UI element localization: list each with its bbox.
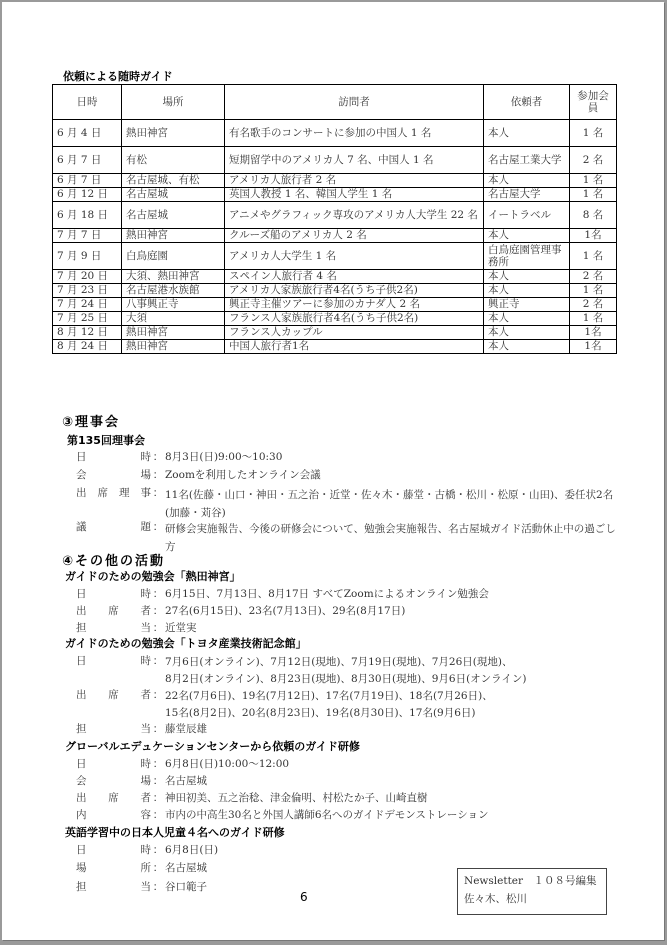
cell-place: 熱田神宮 (122, 120, 225, 147)
detail-value: 研修会実施報告、今後の研修会について、勉強会実施報告、名古屋城ガイド活動休止中の過ごし方 (165, 523, 616, 553)
cell-visitor: クルーズ船のアメリカ人 2 名 (225, 229, 484, 243)
colon-separator: ： (152, 844, 164, 856)
detail-value: 27名(6月15日)、23名(7月13日)、29名(8月17日) (165, 605, 406, 617)
detail-label: 出席者 (76, 605, 151, 617)
table-row (53, 312, 617, 326)
cell-members: 1 名 (570, 174, 617, 188)
detail-label: 担 当 (76, 622, 151, 634)
cell-members: 1 名 (570, 312, 617, 326)
detail-label: 出席者 (76, 792, 151, 804)
colon-separator: ： (152, 809, 164, 821)
detail-label: 会 場 (76, 775, 151, 787)
detail-row (76, 722, 625, 736)
detail-value: 6月8日(日)10:00〜12:00 (165, 758, 290, 770)
cell-date: 7 月 24 日 (53, 298, 122, 312)
table-row (53, 298, 617, 312)
table-row (53, 188, 617, 202)
cell-members: 2 名 (570, 298, 617, 312)
cell-requester: 名古屋大学 (484, 188, 570, 202)
detail-row (76, 604, 625, 618)
cell-date: 6 月 7 日 (53, 147, 122, 174)
cell-place: 熱田神宮 (122, 229, 225, 243)
cell-requester: 白鳥庭園管理事務所 (484, 243, 570, 270)
editor-line-2: 佐々木、松川 (464, 893, 527, 905)
detail-row (76, 486, 625, 522)
table-row (53, 229, 617, 243)
detail-value: Zoomを利用したオンライン会議 (165, 469, 321, 481)
detail-value: 7月6日(オンライン)、7月12日(現地)、7月19日(現地)、7月26日(現地)、 8月2日(オンライン)、8月23日(現地)、8月30日(現地)、9月6日(オンライン) (165, 656, 527, 685)
group-title: 英語学習中の日本人児童４名へのガイド研修 (65, 826, 285, 839)
cell-visitor: アニメやグラフィック専攻のアメリカ人大学生 22 名 (225, 202, 484, 229)
cell-requester: 本人 (484, 284, 570, 298)
cell-place: 名古屋港水族館 (122, 284, 225, 298)
cell-date: 7 月 23 日 (53, 284, 122, 298)
cell-date: 7 月 20 日 (53, 270, 122, 284)
table-row (53, 284, 617, 298)
cell-requester: 本人 (484, 340, 570, 354)
editor-line-1: Newsletter １０８号編集 (464, 875, 597, 887)
cell-members: 1名 (570, 326, 617, 340)
colon-separator: ： (152, 881, 164, 893)
cell-place: 白鳥庭園 (122, 243, 225, 270)
detail-row (76, 468, 625, 482)
cell-date: 7 月 7 日 (53, 229, 122, 243)
cell-visitor: スペイン人旅行者 4 名 (225, 270, 484, 284)
cell-requester: 名古屋工業大学 (484, 147, 570, 174)
colon-separator: ： (152, 862, 164, 874)
detail-label: 出席者 (76, 689, 151, 701)
detail-value: 近堂実 (165, 622, 197, 634)
cell-visitor: 中国人旅行者1名 (225, 340, 484, 354)
colon-separator: ： (152, 521, 164, 533)
board-subheading: 第135回理事会 (67, 434, 145, 447)
detail-label: 内 容 (76, 809, 151, 821)
detail-row (76, 757, 625, 771)
colon-separator: ： (152, 469, 164, 481)
detail-value: 名古屋城 (165, 775, 207, 787)
requested-guides-table (52, 84, 617, 354)
cell-requester: 本人 (484, 312, 570, 326)
header-date: 日時 (53, 85, 122, 120)
table-row (53, 174, 617, 188)
cell-date: 6 月 12 日 (53, 188, 122, 202)
cell-place: 八事興正寺 (122, 298, 225, 312)
group-title: グローバルエデュケーションセンターから依頼のガイド研修 (65, 740, 360, 753)
detail-row (76, 621, 625, 635)
board-heading: ③理事会 (62, 415, 121, 430)
detail-row (76, 774, 625, 788)
colon-separator: ： (152, 622, 164, 634)
table-header-row (53, 85, 617, 120)
cell-place: 名古屋城、有松 (122, 174, 225, 188)
cell-members: 2 名 (570, 270, 617, 284)
cell-place: 大須、熱田神宮 (122, 270, 225, 284)
cell-date: 6 月 7 日 (53, 174, 122, 188)
cell-visitor: アメリカ人家族旅行者4名(うち子供2名) (225, 284, 484, 298)
page-number: 6 (300, 890, 308, 904)
detail-value: 6月15日、7月13日、8月17日 すべてZoomによるオンライン勉強会 (165, 588, 489, 600)
detail-label: 日 時 (76, 451, 151, 463)
detail-value: 22名(7月6日)、19名(7月12日)、17名(7月19日)、18名(7月26日)、 15名(8月2日)、20名(8月23日)、19名(8月30日)、17名(9月6日) (165, 690, 493, 719)
colon-separator: ： (152, 775, 164, 787)
cell-members: 2 名 (570, 147, 617, 174)
detail-row (76, 791, 625, 805)
detail-label: 日 時 (76, 655, 151, 667)
cell-requester: 本人 (484, 229, 570, 243)
cell-requester: イートラベル (484, 202, 570, 229)
colon-separator: ： (152, 689, 164, 701)
detail-row (76, 688, 625, 722)
cell-members: 8 名 (570, 202, 617, 229)
detail-label: 会 場 (76, 469, 151, 481)
group-title: ガイドのための勉強会「トヨタ産業技術記念館」 (65, 637, 307, 650)
cell-visitor: フランス人カップル (225, 326, 484, 340)
detail-row (76, 450, 625, 464)
table-caption: 依頼による随時ガイド (63, 70, 173, 83)
cell-date: 8 月 24 日 (53, 340, 122, 354)
cell-date: 8 月 12 日 (53, 326, 122, 340)
detail-label: 担 当 (76, 723, 151, 735)
detail-value: 谷口範子 (165, 881, 207, 893)
cell-date: 6 月 18 日 (53, 202, 122, 229)
detail-label: 日 時 (76, 588, 151, 600)
colon-separator: ： (152, 605, 164, 617)
colon-separator: ： (152, 792, 164, 804)
cell-date: 7 月 9 日 (53, 243, 122, 270)
cell-place: 熱田神宮 (122, 340, 225, 354)
cell-requester: 本人 (484, 326, 570, 340)
cell-requester: 本人 (484, 174, 570, 188)
cell-visitor: 短期留学中のアメリカ人 7 名、中国人 1 名 (225, 147, 484, 174)
detail-value: 11名(佐藤・山口・神田・五之治・近堂・佐々木・藤堂・古橋・松川・松原・山田)、委任状2名(加藤・苅谷) (165, 489, 614, 519)
detail-label: 場 所 (76, 862, 151, 874)
detail-value: 名古屋城 (165, 862, 207, 874)
detail-row (76, 654, 625, 688)
detail-label: 議 題 (76, 521, 151, 533)
detail-value: 市内の中高生30名と外国人講師6名へのガイドデモンストレーション (165, 809, 489, 821)
cell-visitor: 英国人教授 1 名、韓国人学生 1 名 (225, 188, 484, 202)
detail-label: 出席理事 (76, 487, 151, 499)
detail-value: 神田初美、五之治稔、津金倫明、村松たか子、山崎直樹 (165, 792, 428, 804)
detail-label: 担 当 (76, 881, 151, 893)
cell-place: 有松 (122, 147, 225, 174)
cell-members: 1名 (570, 340, 617, 354)
cell-date: 6 月 4 日 (53, 120, 122, 147)
detail-row (76, 587, 625, 601)
detail-row (76, 843, 625, 857)
cell-requester: 本人 (484, 270, 570, 284)
cell-place: 熱田神宮 (122, 326, 225, 340)
table-row (53, 243, 617, 270)
other-activities-heading: ④その他の活動 (62, 554, 166, 569)
document-page (2, 2, 664, 940)
table-row (53, 202, 617, 229)
cell-visitor: フランス人家族旅行者4名(うち子供2名) (225, 312, 484, 326)
table-row (53, 270, 617, 284)
detail-row (76, 808, 625, 822)
cell-date: 7 月 25 日 (53, 312, 122, 326)
colon-separator: ： (152, 758, 164, 770)
editor-credit-box (457, 868, 607, 915)
header-members: 参加会員 (570, 85, 617, 120)
cell-requester: 興正寺 (484, 298, 570, 312)
colon-separator: ： (152, 451, 164, 463)
detail-label: 日 時 (76, 844, 151, 856)
cell-place: 大須 (122, 312, 225, 326)
cell-place: 名古屋城 (122, 202, 225, 229)
colon-separator: ： (152, 655, 164, 667)
header-requester: 依頼者 (484, 85, 570, 120)
table-row (53, 326, 617, 340)
cell-visitor: アメリカ人大学生 1 名 (225, 243, 484, 270)
cell-members: 1名 (570, 229, 617, 243)
cell-members: 1 名 (570, 188, 617, 202)
group-title: ガイドのための勉強会「熱田神宮」 (65, 570, 241, 583)
detail-value: 藤堂辰雄 (165, 723, 207, 735)
cell-members: 1 名 (570, 243, 617, 270)
table-row (53, 340, 617, 354)
colon-separator: ： (152, 723, 164, 735)
cell-requester: 本人 (484, 120, 570, 147)
detail-value: 6月8日(日) (165, 844, 219, 856)
cell-visitor: アメリカ人旅行者 2 名 (225, 174, 484, 188)
cell-visitor: 有名歌手のコンサートに参加の中国人 1 名 (225, 120, 484, 147)
detail-label: 日 時 (76, 758, 151, 770)
table-row (53, 120, 617, 147)
colon-separator: ： (152, 487, 164, 499)
header-visitor: 訪問者 (225, 85, 484, 120)
cell-members: 1 名 (570, 284, 617, 298)
detail-value: 8月3日(日)9:00〜10:30 (165, 451, 283, 463)
cell-place: 名古屋城 (122, 188, 225, 202)
cell-visitor: 興正寺主催ツアーに参加のカナダ人 2 名 (225, 298, 484, 312)
cell-members: 1 名 (570, 120, 617, 147)
header-place: 場所 (122, 85, 225, 120)
colon-separator: ： (152, 588, 164, 600)
table-row (53, 147, 617, 174)
